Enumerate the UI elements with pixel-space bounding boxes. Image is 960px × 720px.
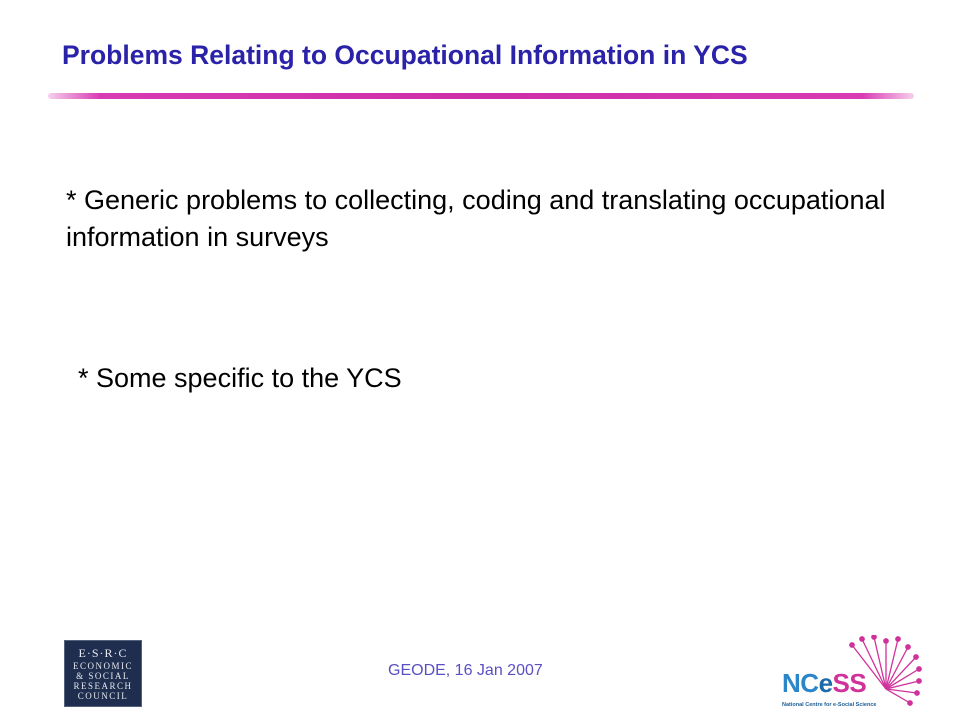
esrc-logo-line-1: ECONOMIC [72, 660, 133, 671]
esrc-logo-line-2: & SOCIAL [76, 670, 130, 681]
ncess-wordmark-e: e [818, 668, 833, 698]
esrc-logo-acronym: E·S·R·C [78, 645, 128, 660]
footer-event-date: GEODE, 16 Jan 2007 [388, 662, 543, 679]
esrc-logo-line-3: RESEARCH [73, 680, 133, 691]
title-divider [48, 93, 914, 99]
ncess-wordmark [782, 668, 866, 699]
bullet-ycs-specific: * Some specific to the YCS [78, 363, 402, 393]
ncess-logo [782, 635, 922, 711]
esrc-logo-line-4: COUNCIL [77, 690, 129, 701]
bullet-generic-problems: * Generic problems to collecting, coding and translating occupational information in surveys [66, 185, 886, 252]
ncess-subtitle: National Centre for e-Social Science [782, 702, 877, 708]
esrc-logo [64, 640, 142, 707]
slide-title: Problems Relating to Occupational Information in YCS [62, 40, 748, 70]
ncess-wordmark-nc: NC [782, 668, 819, 698]
ncess-wordmark-ss: SS [832, 668, 867, 698]
